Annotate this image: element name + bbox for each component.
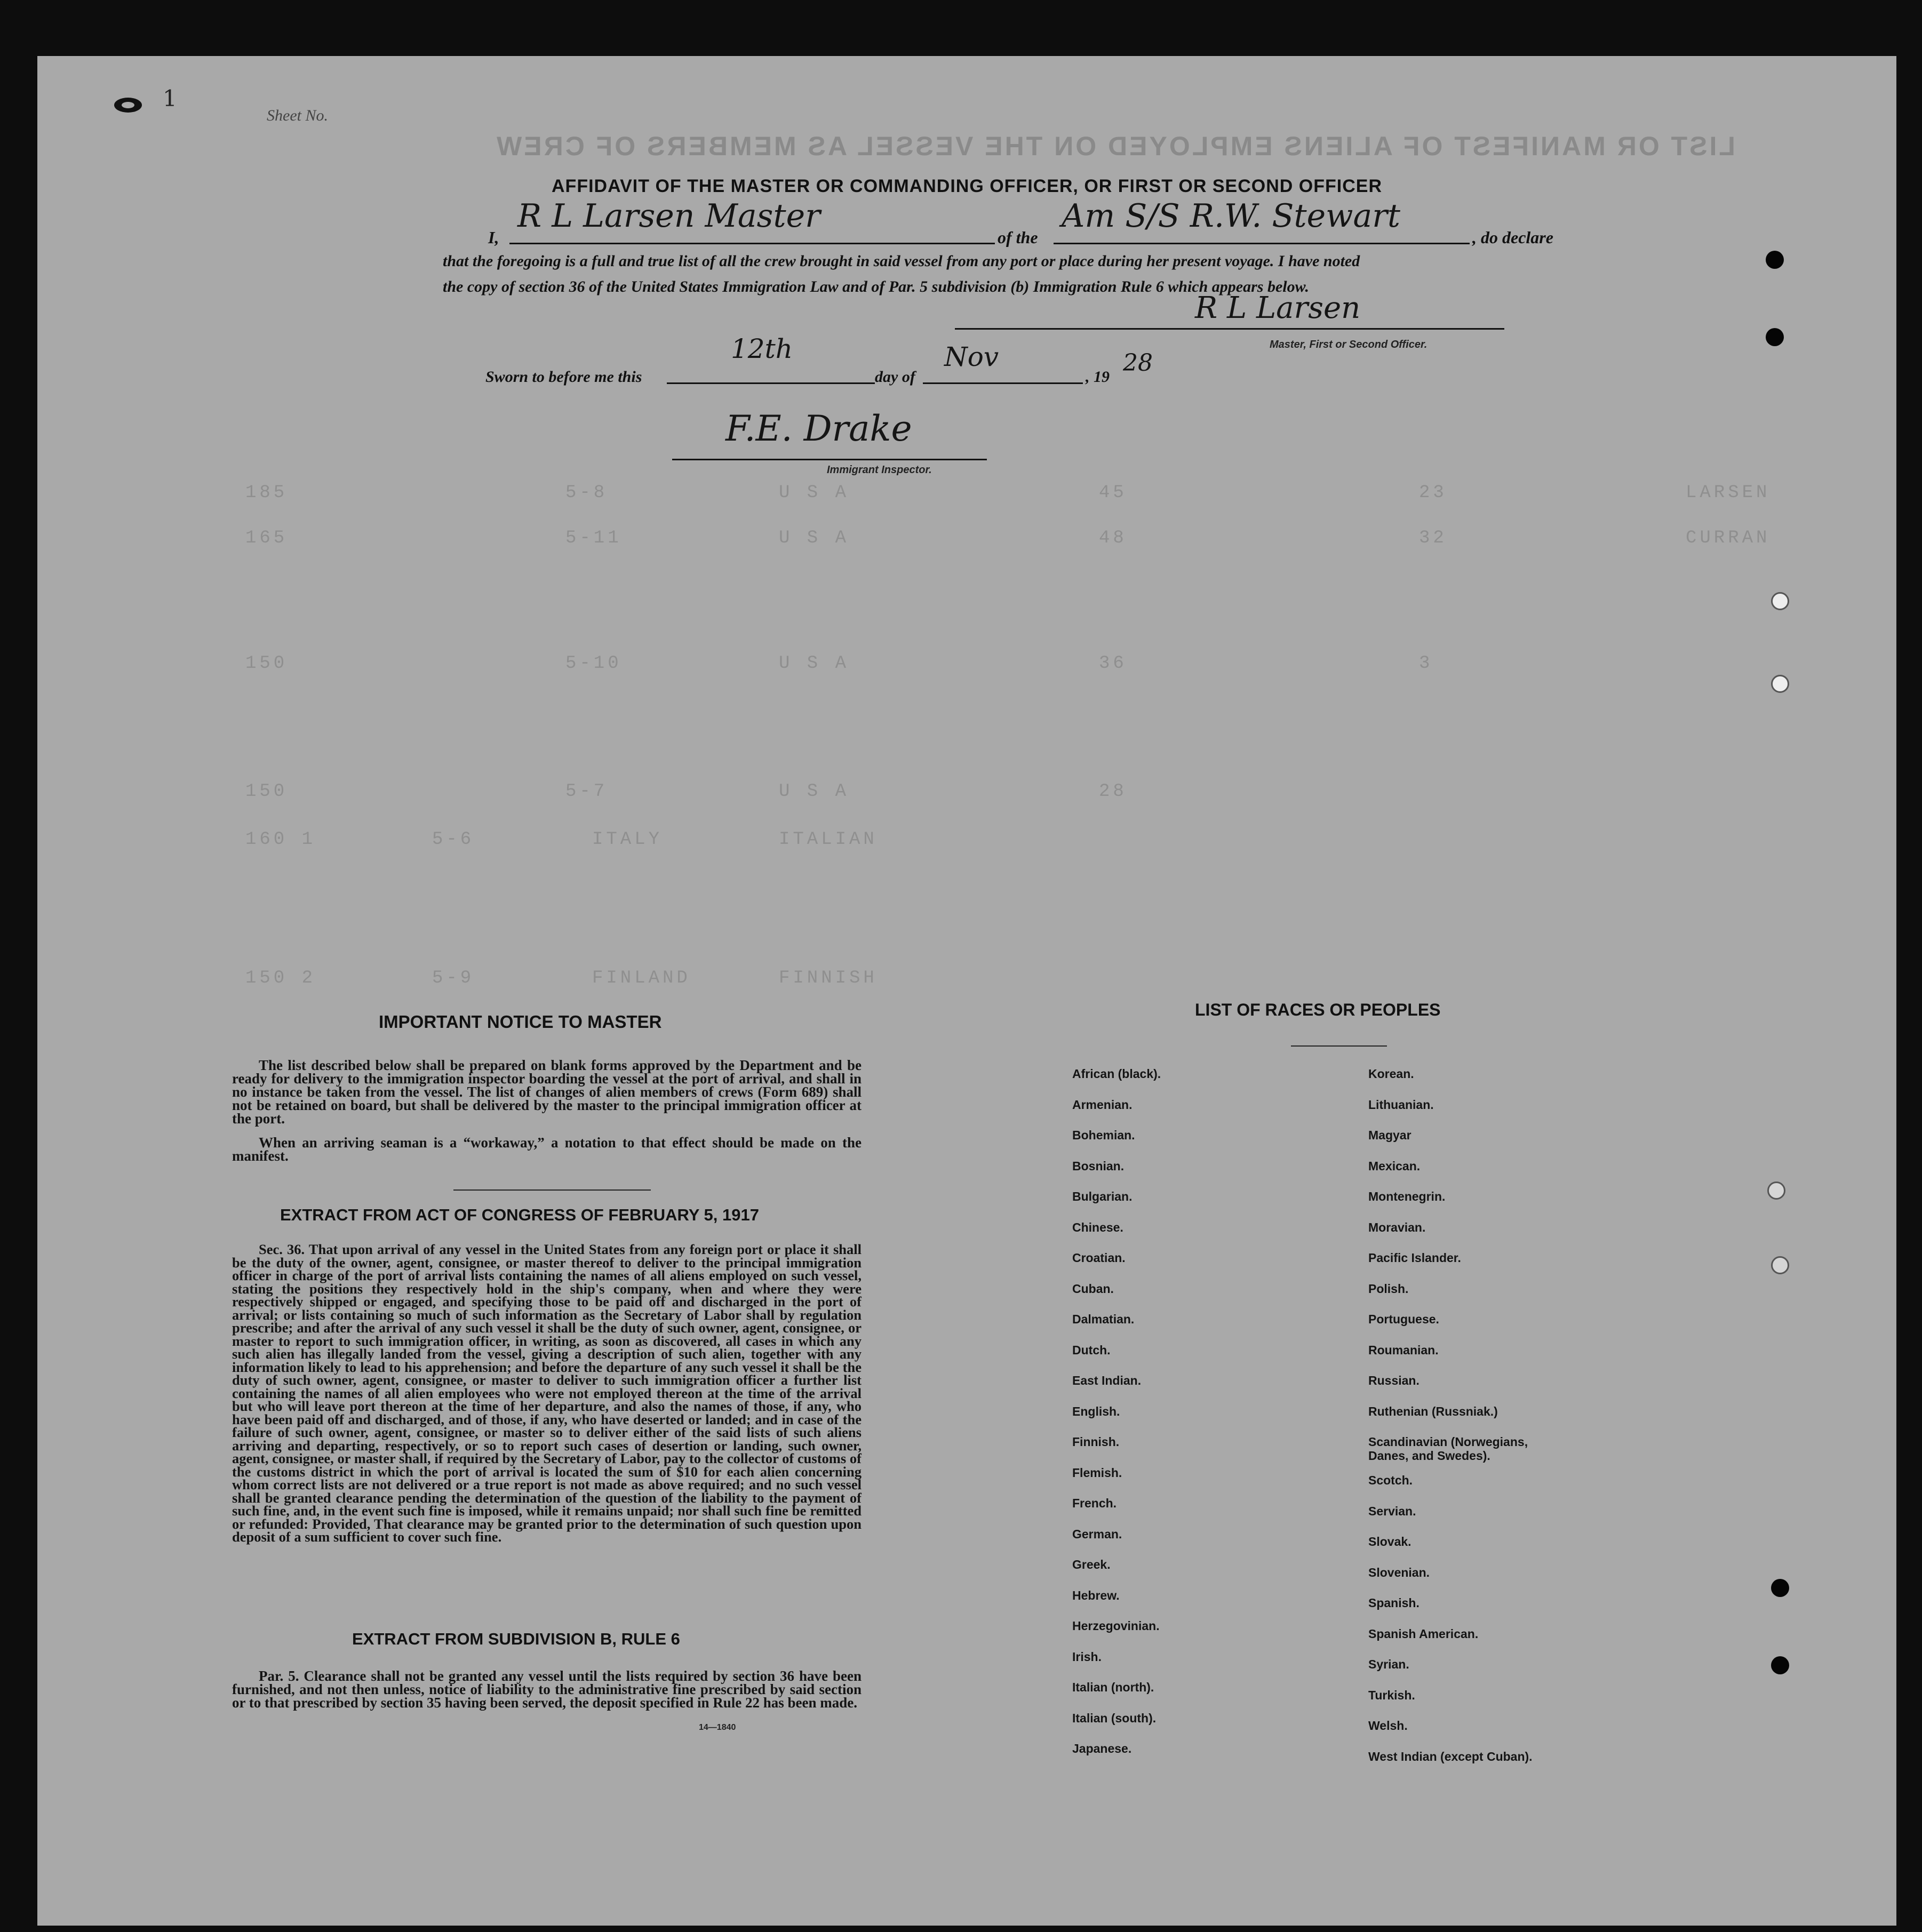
bleed-through-row: 150 5-10 U S A 36 3: [245, 653, 1433, 674]
affidavit-title: AFFIDAVIT OF THE MASTER OR COMMANDING OFFICER, OR FIRST OR SECOND OFFICER: [552, 176, 1382, 196]
race-item: Slovenian.: [1368, 1565, 1430, 1579]
race-item: Flemish.: [1072, 1465, 1122, 1480]
race-item: East Indian.: [1072, 1374, 1142, 1387]
race-item: Servian.: [1368, 1504, 1416, 1518]
inspector-caption: Immigrant Inspector.: [827, 464, 932, 476]
race-item: Slovak.: [1368, 1535, 1411, 1548]
affidavit-i-label: I,: [488, 228, 499, 247]
sworn-day-line: [667, 363, 875, 384]
separator: [1291, 1045, 1387, 1047]
race-item: Ruthenian (Russniak.): [1368, 1404, 1498, 1418]
punch-hole-icon: [1767, 1181, 1785, 1200]
race-item: Finnish.: [1072, 1435, 1120, 1449]
race-item: Bosnian.: [1072, 1159, 1125, 1173]
section-36-text: Sec. 36. That upon arrival of any vessel in the United States from any foreign port or place it shall be the duty of the owner, agent, consignee, or master thereof to deliver to the principal immigration officer in charge of the port of arrival lists containing the names of all aliens employed on such vessel, stating the positions they respectively hold in the ship's company, when and where they were respectively shipped or engaged, and specifying those to be paid off and discharged in the port of arrival; or lists containing so much of such information as the Secretary of Labor shall by regulation prescribe; and after the arrival of any such vessel it shall be the duty of such owner, agent, consignee, or master to report to such immigration officer, in writing, as soon as discovered, all cases in which any such alien has illegally landed from the vessel, giving a description of such alien, together with any information likely to lead to his apprehension; and before the departure of any such vessel it shall be the duty of such owner, agent, consignee, or master to deliver to such immigration officer a further list containing the names of all alien employees who were not employed thereon at the time of the arrival but who will leave port thereon at the time of her departure, and also the names of those, if any, who have been paid off and discharged, and of those, if any, who have deserted or landed; and in case of the failure of such owner, agent, consignee, or master so to deliver either of the said lists of such aliens arriving and departing, respectively, or so to report such cases of desertion or landing, such owner, agent, consignee, or master shall, if required by the Secretary of Labor, pay to the collector of customs of the customs district in which the port of arrival is located the sum of $10 for each alien concerning whom correct lists are not delivered or a true report is not made as above required; and no such vessel shall be granted clearance pending the determination of the question of the liability to the payment of such fine, and, in the event such fine is imposed, while it remains unpaid; nor shall such fine be remitted or refunded: Provided, That clearance may be granted prior to the determination of such question upon deposit of a sum sufficient to cover such fine.: [232, 1241, 862, 1545]
races-list-title: LIST OF RACES OR PEOPLES: [1195, 1000, 1441, 1019]
sworn-day-handwriting: 12th: [731, 333, 793, 364]
race-item: Russian.: [1368, 1374, 1419, 1387]
race-item: Dutch.: [1072, 1343, 1111, 1357]
sheet-label: Sheet No.: [267, 107, 328, 124]
race-item: French.: [1072, 1496, 1117, 1510]
race-item: West Indian (except Cuban).: [1368, 1749, 1533, 1763]
do-declare-label: , do declare: [1472, 228, 1553, 247]
race-item: Pacific Islander.: [1368, 1251, 1461, 1265]
race-item: Bulgarian.: [1072, 1189, 1133, 1203]
race-item: Dalmatian.: [1072, 1312, 1135, 1326]
race-item: Hebrew.: [1072, 1588, 1120, 1602]
race-item: Spanish.: [1368, 1596, 1419, 1610]
sheet-number: 1: [163, 85, 177, 111]
signature-caption: Master, First or Second Officer.: [1270, 339, 1427, 350]
race-item: Italian (south).: [1072, 1711, 1157, 1725]
race-item: Korean.: [1368, 1067, 1414, 1081]
master-signature-handwriting: R L Larsen: [1195, 291, 1361, 325]
year-prefix: , 19: [1086, 368, 1110, 386]
race-item: Magyar: [1368, 1128, 1411, 1142]
race-item: Cuban.: [1072, 1281, 1114, 1296]
notice-title: IMPORTANT NOTICE TO MASTER: [379, 1012, 662, 1032]
document-page: [37, 56, 1896, 1926]
inspector-signature-handwriting: F.E. Drake: [725, 408, 912, 449]
punch-hole-icon: [1771, 592, 1789, 610]
of-the-label: of the: [998, 228, 1038, 247]
affidavit-line-2: that the foregoing is a full and true list of all the crew brought in said vessel from any port or place during her present voyage. I have noted: [443, 252, 1360, 270]
race-item: Irish.: [1072, 1649, 1102, 1664]
race-item: Roumanian.: [1368, 1343, 1439, 1357]
affidavit-line-3: the copy of section 36 of the United States Immigration Law and of Par. 5 subdivision (b) Immigration Rule 6 which appears below.: [443, 278, 1309, 296]
race-item: Chinese.: [1072, 1220, 1123, 1234]
punch-hole-icon: [1771, 1656, 1789, 1674]
race-item: Greek.: [1072, 1558, 1111, 1571]
race-item: Lithuanian.: [1368, 1097, 1434, 1112]
punch-hole-icon: [1771, 1256, 1789, 1274]
bleed-through-row: 150 5-7 U S A 28: [245, 781, 1127, 802]
notice-paragraph-1: The list described below shall be prepared on blank forms approved by the Department and be ready for delivery to the immigration inspector boarding the vessel at the port of arrival, and shall in no instance be taken from the vessel. The list of changes of alien members of crews (Form 689) shall not be retained on board, but shall be delivered by the master to the principal immigration officer at the port.: [232, 1057, 862, 1127]
extract-rule-title: EXTRACT FROM SUBDIVISION B, RULE 6: [352, 1630, 680, 1648]
punch-hole-icon: [1771, 1579, 1789, 1597]
separator: [453, 1189, 651, 1191]
race-item: Scandinavian (Norwegians, Danes, and Swedes).: [1368, 1435, 1528, 1463]
punch-hole-icon: [1766, 328, 1784, 346]
master-name-handwriting: R L Larsen Master: [517, 197, 820, 235]
day-of-label: day of: [875, 368, 915, 386]
race-item: Italian (north).: [1072, 1680, 1154, 1694]
extract-act-title: EXTRACT FROM ACT OF CONGRESS OF FEBRUARY 5, 1917: [280, 1205, 759, 1224]
race-item: Herzegovinian.: [1072, 1619, 1160, 1633]
extract-rule-body: [232, 1670, 862, 1720]
race-item: Syrian.: [1368, 1657, 1409, 1671]
race-item: Montenegrin.: [1368, 1189, 1446, 1203]
punch-hole-icon: [1771, 675, 1789, 693]
race-item: Croatian.: [1072, 1251, 1126, 1265]
race-item: English.: [1072, 1404, 1120, 1418]
race-item: Welsh.: [1368, 1719, 1408, 1733]
notice-paragraph-2: When an arriving seaman is a “workaway,” a notation to that effect should be made on the manifest.: [232, 1135, 862, 1164]
race-item: African (black).: [1072, 1067, 1161, 1081]
race-item: Moravian.: [1368, 1220, 1426, 1234]
race-item: Spanish American.: [1368, 1626, 1479, 1641]
bleed-through-row: 150 2 5-9 FINLAND FINNISH: [245, 968, 878, 988]
race-item: Turkish.: [1368, 1688, 1415, 1702]
sworn-label: Sworn to before me this: [485, 368, 642, 386]
bleed-through-row: 160 1 5-6 ITALY ITALIAN: [245, 829, 878, 850]
race-item: Japanese.: [1072, 1742, 1132, 1755]
ink-blot-icon: [112, 93, 144, 115]
paragraph-5-text: Par. 5. Clearance shall not be granted any vessel until the lists required by section 36 have been furnished, and not then unless, notice of liability to the administrative fine prescribed by said section or to that prescribed by section 35 having been served, the deposit specified in Rule 22 has been made.: [232, 1668, 862, 1711]
bleed-through-row: 185 5-8 U S A 45 23 LARSEN: [245, 483, 1771, 503]
race-item: Armenian.: [1072, 1097, 1133, 1112]
vessel-name-handwriting: Am S/S R.W. Stewart: [1062, 197, 1401, 235]
extract-act-body: [232, 1243, 862, 1554]
punch-hole-icon: [1766, 251, 1784, 269]
form-number: 14—1840: [699, 1723, 736, 1732]
race-item: Bohemian.: [1072, 1128, 1135, 1142]
year-handwriting: 28: [1123, 349, 1153, 377]
race-item: Portuguese.: [1368, 1312, 1439, 1326]
notice-body: [232, 1059, 862, 1173]
race-item: Polish.: [1368, 1281, 1409, 1296]
race-item: Scotch.: [1368, 1473, 1413, 1487]
bleed-through-row: 165 5-11 U S A 48 32 CURRAN: [245, 528, 1771, 548]
bleed-through-title: LIST OR MANIFEST OF ALIENS EMPLOYED ON THE VESSEL AS MEMBERS OF CREW: [495, 131, 1735, 161]
month-handwriting: Nov: [944, 341, 999, 372]
race-item: German.: [1072, 1527, 1122, 1541]
race-item: Mexican.: [1368, 1159, 1421, 1173]
